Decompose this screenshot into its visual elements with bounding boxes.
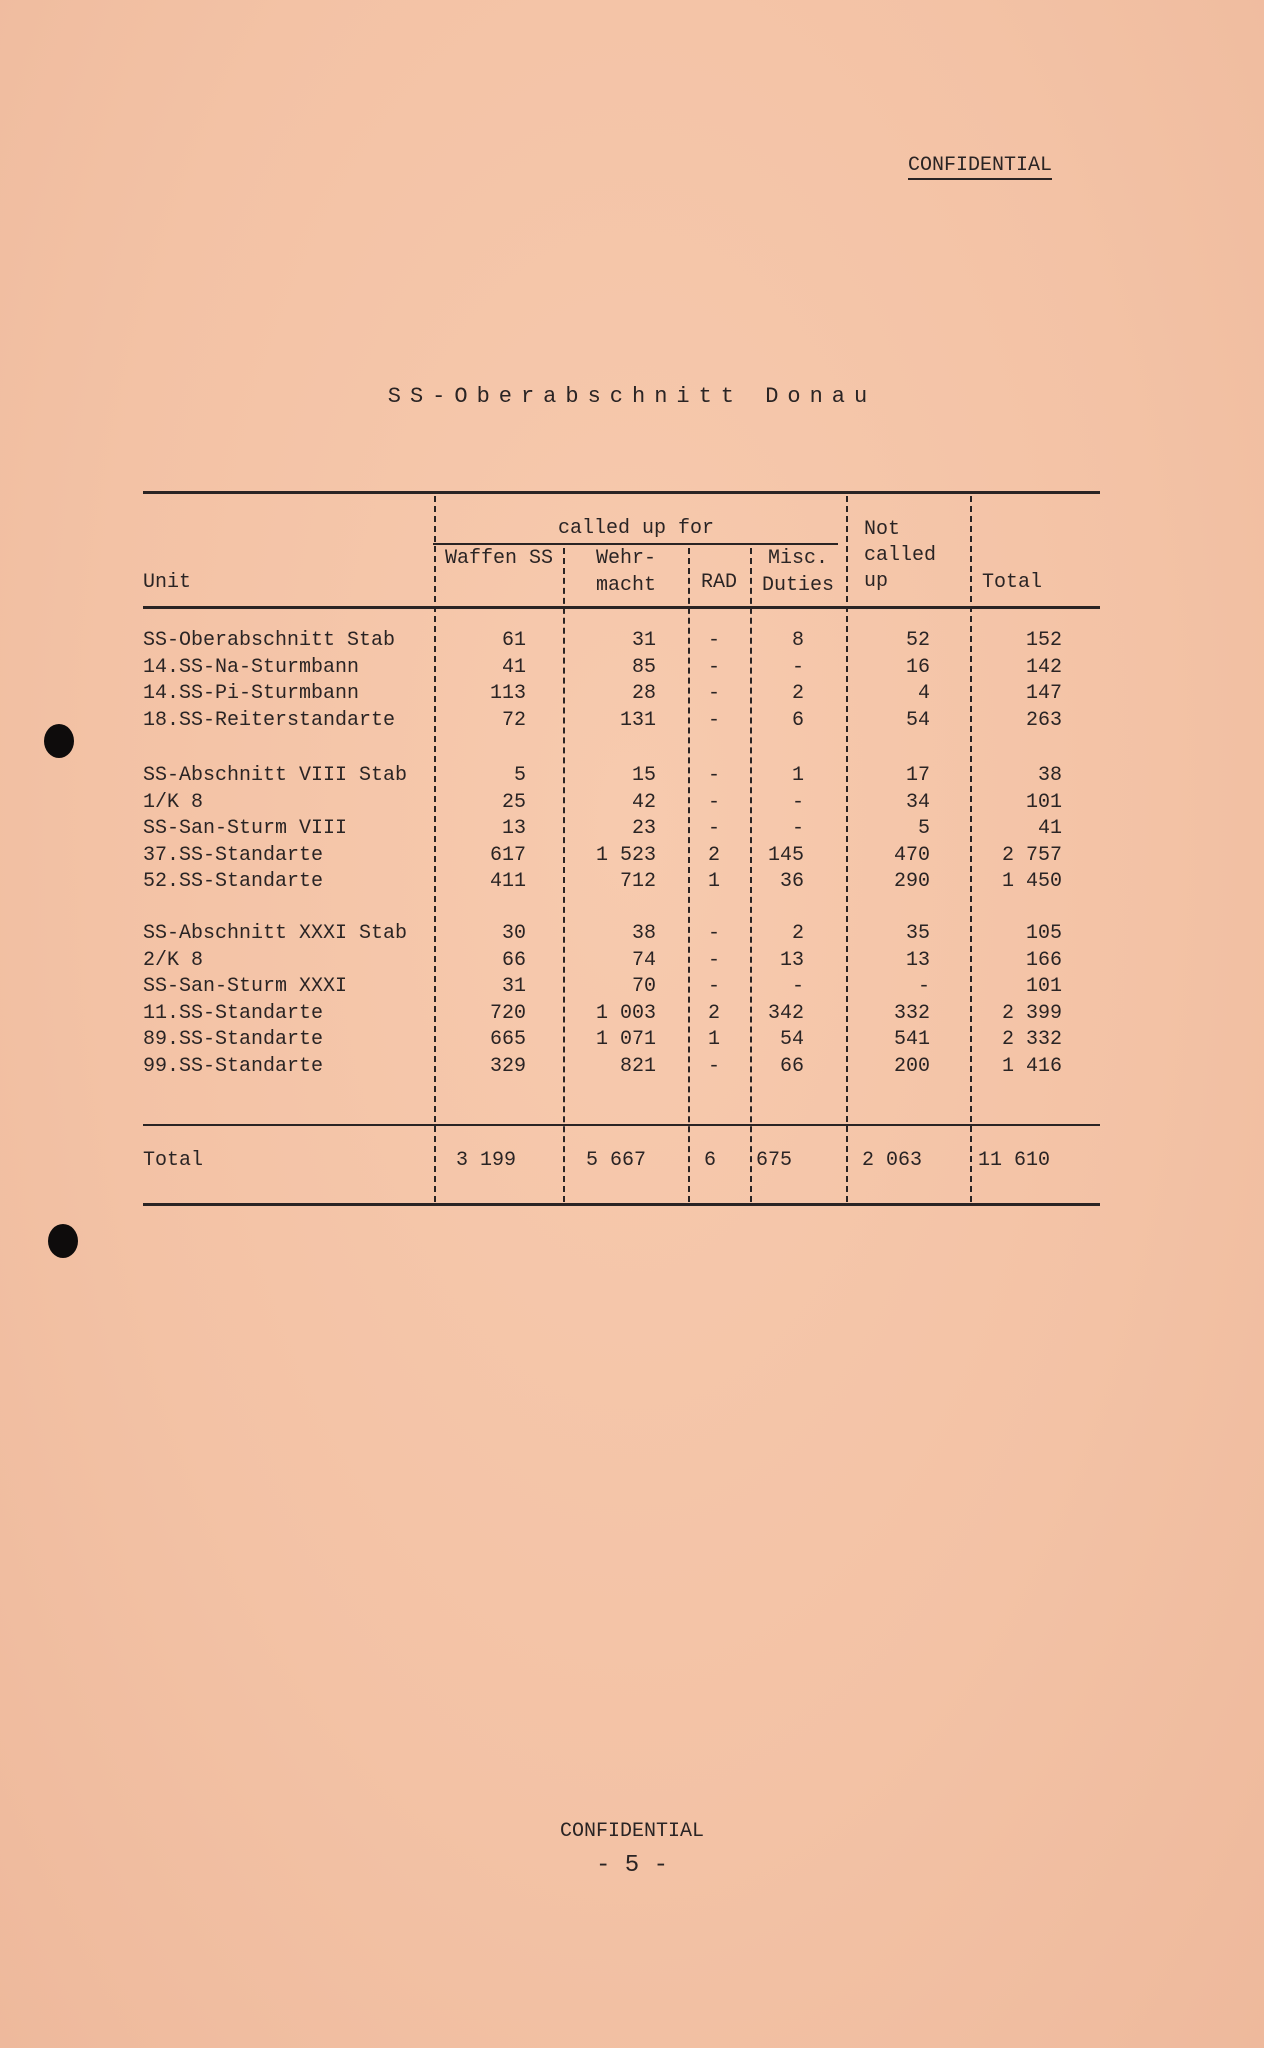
cell-rad: 2 <box>707 843 720 867</box>
cell-not-called: 52 <box>905 629 930 652</box>
header-called-up-for: called up for <box>557 517 715 540</box>
totals-rad: 6 <box>704 1149 717 1172</box>
cell-not-called: 332 <box>893 1001 930 1025</box>
cell-unit: 1/K 8 <box>143 790 204 814</box>
cell-unit: SS-San-Sturm VIII <box>143 817 348 840</box>
cell-rad: - <box>707 790 720 814</box>
cell-total: 38 <box>1037 764 1062 787</box>
header-wehrmacht: Wehr-macht <box>595 547 656 597</box>
cell-wehrmacht: 23 <box>631 817 656 840</box>
cell-waffen: 411 <box>489 870 526 893</box>
cell-rad: - <box>707 817 720 840</box>
cell-waffen: 665 <box>489 1028 526 1051</box>
cell-waffen: 31 <box>501 975 526 998</box>
totals-label: Total <box>143 1149 204 1172</box>
cell-wehrmacht: 15 <box>631 764 656 787</box>
cell-unit: SS-Abschnitt XXXI Stab <box>143 922 408 945</box>
cell-not-called: 4 <box>917 682 930 705</box>
cell-wehrmacht: 42 <box>631 790 656 814</box>
cell-total: 147 <box>1025 682 1062 705</box>
cell-wehrmacht: 1 003 <box>595 1001 656 1025</box>
cell-wehrmacht: 31 <box>631 629 656 652</box>
cell-wehrmacht: 28 <box>631 682 656 705</box>
cell-waffen: 25 <box>501 790 526 814</box>
cell-rad: - <box>707 975 720 998</box>
cell-total: 142 <box>1025 655 1062 679</box>
cell-total: 166 <box>1025 948 1062 972</box>
cell-total: 1 450 <box>1001 870 1062 893</box>
header-total: Total <box>982 571 1043 594</box>
cell-rad: 1 <box>707 870 720 893</box>
cell-not-called: 13 <box>905 948 930 972</box>
cell-unit: 11.SS-Standarte <box>143 1001 324 1025</box>
cell-misc: 13 <box>779 948 804 972</box>
cell-misc: 66 <box>779 1054 804 1078</box>
cell-not-called: 470 <box>893 843 930 867</box>
cell-unit: 14.SS-Na-Sturmbann <box>143 655 360 679</box>
cell-total: 41 <box>1037 817 1062 840</box>
cell-wehrmacht: 131 <box>619 708 656 732</box>
cell-unit: 99.SS-Standarte <box>143 1054 324 1078</box>
cell-unit: 89.SS-Standarte <box>143 1028 324 1051</box>
page-number: - 5 - <box>595 1852 668 1879</box>
cell-unit: SS-Abschnitt VIII Stab <box>143 764 408 787</box>
cell-total: 101 <box>1025 975 1062 998</box>
cell-misc: 6 <box>791 708 804 732</box>
header-not-called-up: Not called up <box>864 518 937 593</box>
cell-waffen: 13 <box>501 817 526 840</box>
cell-misc: 145 <box>767 843 804 867</box>
cell-waffen: 61 <box>501 629 526 652</box>
cell-not-called: 35 <box>905 922 930 945</box>
cell-waffen: 5 <box>513 764 526 787</box>
table-top-rule <box>143 491 1100 494</box>
totals-misc: 675 <box>756 1149 793 1172</box>
cell-misc: 342 <box>767 1001 804 1025</box>
cell-total: 2 757 <box>1001 843 1062 867</box>
confidential-footer: CONFIDENTIAL <box>559 1820 705 1843</box>
confidential-header: CONFIDENTIAL <box>908 154 1052 180</box>
header-misc-duties: Misc. Duties <box>761 547 834 597</box>
header-bottom-rule <box>143 606 1100 609</box>
cell-waffen: 66 <box>501 948 526 972</box>
cell-wehrmacht: 85 <box>631 655 656 679</box>
cell-rad: 2 <box>707 1001 720 1025</box>
cell-rad: - <box>707 922 720 945</box>
cell-not-called: 34 <box>905 790 930 814</box>
cell-total: 263 <box>1025 708 1062 732</box>
cell-not-called: 16 <box>905 655 930 679</box>
cell-waffen: 617 <box>489 843 526 867</box>
cell-total: 101 <box>1025 790 1062 814</box>
cell-misc: 36 <box>779 870 804 893</box>
punch-hole-top <box>44 724 74 758</box>
cell-rad: - <box>707 764 720 787</box>
cell-rad: - <box>707 629 720 652</box>
cell-waffen: 329 <box>489 1054 526 1078</box>
cell-rad: - <box>707 682 720 705</box>
cell-total: 152 <box>1025 629 1062 652</box>
cell-misc: 2 <box>791 682 804 705</box>
cell-not-called: 541 <box>893 1028 930 1051</box>
cell-rad: - <box>707 948 720 972</box>
cell-unit: 14.SS-Pi-Sturmbann <box>143 682 360 705</box>
cell-waffen: 720 <box>489 1001 526 1025</box>
cell-not-called: 5 <box>917 817 930 840</box>
cell-waffen: 30 <box>501 922 526 945</box>
header-rad: RAD <box>700 571 737 594</box>
cell-total: 105 <box>1025 922 1062 945</box>
cell-misc: - <box>791 790 804 814</box>
cell-unit: 37.SS-Standarte <box>143 843 324 867</box>
cell-misc: 2 <box>791 922 804 945</box>
header-unit: Unit <box>143 571 192 594</box>
cell-rad: 1 <box>707 1028 720 1051</box>
cell-misc: 54 <box>779 1028 804 1051</box>
document-title: SS-Oberabschnitt Donau <box>387 384 877 409</box>
totals-total: 11 610 <box>978 1149 1051 1172</box>
table-bottom-rule <box>143 1203 1100 1206</box>
cell-unit: SS-Oberabschnitt Stab <box>143 629 396 652</box>
cell-unit: SS-San-Sturm XXXI <box>143 975 348 998</box>
cell-wehrmacht: 1 523 <box>595 843 656 867</box>
cell-unit: 2/K 8 <box>143 948 204 972</box>
cell-misc: - <box>791 817 804 840</box>
totals-wehrmacht: 5 667 <box>586 1149 647 1172</box>
cell-rad: - <box>707 655 720 679</box>
cell-wehrmacht: 821 <box>619 1054 656 1078</box>
punch-hole-bottom <box>48 1224 78 1258</box>
column-divider <box>563 548 565 1202</box>
totals-not-called: 2 063 <box>862 1149 923 1172</box>
cell-misc: - <box>791 975 804 998</box>
cell-waffen: 113 <box>489 682 526 705</box>
cell-not-called: 200 <box>893 1054 930 1078</box>
cell-waffen: 41 <box>501 655 526 679</box>
cell-wehrmacht: 74 <box>631 948 656 972</box>
cell-wehrmacht: 1 071 <box>595 1028 656 1051</box>
cell-total: 2 332 <box>1001 1028 1062 1051</box>
cell-rad: - <box>707 1054 720 1078</box>
cell-wehrmacht: 70 <box>631 975 656 998</box>
cell-unit: 18.SS-Reiterstandarte <box>143 708 396 732</box>
cell-not-called: 17 <box>905 764 930 787</box>
cell-total: 1 416 <box>1001 1054 1062 1078</box>
cell-not-called: - <box>917 975 930 998</box>
cell-unit: 52.SS-Standarte <box>143 870 324 893</box>
header-waffen-ss: Waffen SS <box>444 547 554 570</box>
cell-misc: 1 <box>791 764 804 787</box>
cell-wehrmacht: 38 <box>631 922 656 945</box>
cell-wehrmacht: 712 <box>619 870 656 893</box>
cell-waffen: 72 <box>501 708 526 732</box>
totals-waffen: 3 199 <box>456 1149 517 1172</box>
totals-top-rule <box>143 1124 1100 1126</box>
cell-not-called: 54 <box>905 708 930 732</box>
cell-not-called: 290 <box>893 870 930 893</box>
cell-misc: - <box>791 655 804 679</box>
cell-rad: - <box>707 708 720 732</box>
cell-misc: 8 <box>791 629 804 652</box>
cell-total: 2 399 <box>1001 1001 1062 1025</box>
